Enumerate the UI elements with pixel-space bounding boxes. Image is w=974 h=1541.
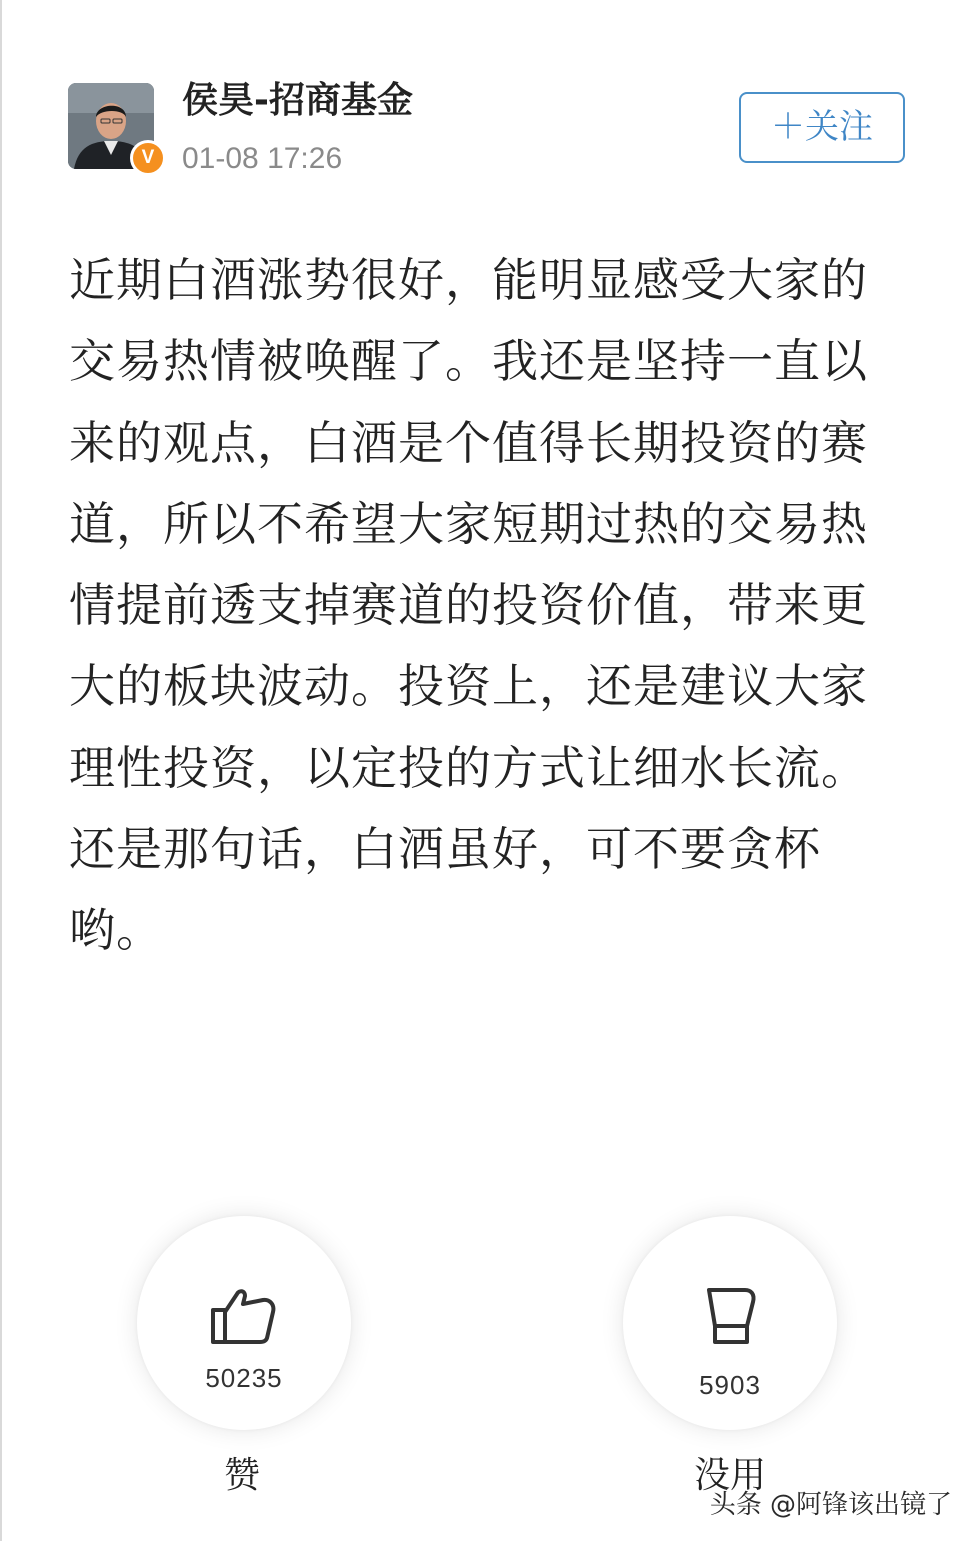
like-button[interactable] [137,1216,351,1430]
author-name[interactable]: 侯昊-招商基金 [182,80,413,121]
verified-badge-icon: V [130,140,166,176]
post-text-line: 哟。 [69,903,163,958]
post-text-line: 理性投资，以定投的方式让细水长流。 [69,740,868,795]
post-text-line: 道，所以不希望大家短期过热的交易热 [69,496,868,551]
useless-label: 没用 [694,1455,767,1496]
post-text-line: 交易热情被唤醒了。我还是坚持一直以 [69,334,868,389]
useless-count: 5903 [699,1370,761,1400]
useless-button[interactable] [623,1216,837,1430]
post-content [69,240,909,972]
thumbs-up-icon [209,1286,281,1346]
post-text-line: 大的板块波动。投资上，还是建议大家 [69,659,868,714]
thumbs-down-icon [695,1286,767,1346]
post-text-line: 情提前透支掉赛道的投资价值，带来更 [69,578,868,633]
divider [0,0,2,1541]
follow-button[interactable]: ＋关注 [739,92,905,163]
post-timestamp: 01-08 17:26 [182,142,343,175]
like-count: 50235 [205,1363,283,1393]
like-label: 赞 [224,1455,261,1496]
post-text-line: 近期白酒涨势很好，能明显感受大家的 [69,253,868,307]
post-text-line: 来的观点，白酒是个值得长期投资的赛 [69,415,868,470]
watermark: 头条 @阿锋该出镜了 [709,1490,952,1520]
post-text-line: 还是那句话，白酒虽好，可不要贪杯 [69,822,821,877]
